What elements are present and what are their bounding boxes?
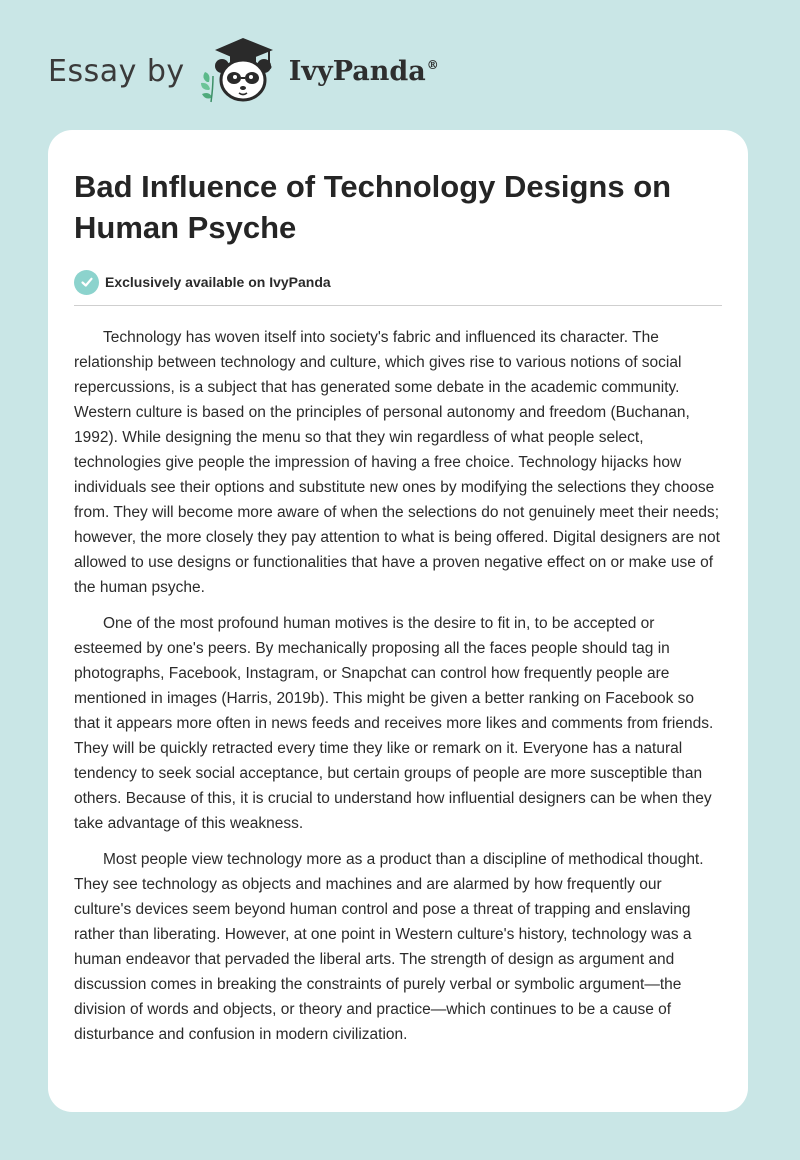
paragraph-1: Technology has woven itself into society's fabric and influenced its character. The relationship between technology and culture, which gives rise to various notions of social repercussions, is a subject that has generated some debate in the academic community. Western culture is based on the principles of personal autonomy and freedom (Buchanan, 1992). While designing the menu so that they win regardless of what people select, technologies give people the impression of having a free choice. Technology hijacks how individuals see their options and substitute new ones by modifying the selections they choose from. They will become more aware of when the selections do not genuinely meet their needs; however, the more closely they pay attention to what is being offered. Digital designers are not allowed to use designs or functionalities that have a proven negative effect on or make use of the human psyche. <box>74 329 720 596</box>
site-header <box>48 36 439 106</box>
exclusive-badge-label: Exclusively available on IvyPanda <box>105 274 331 290</box>
exclusive-badge <box>74 269 722 295</box>
essay-body <box>74 325 722 1047</box>
essay-card <box>48 130 748 1112</box>
trademark: ® <box>426 57 439 72</box>
checkmark-icon <box>74 270 99 295</box>
brand-name[interactable] <box>289 56 439 87</box>
brand-name-text[interactable]: IvyPanda <box>288 55 426 87</box>
panda-graduate-icon[interactable] <box>195 36 285 106</box>
paragraph-2: One of the most profound human motives is the desire to fit in, to be accepted or esteemed by one's peers. By mechanically proposing all the faces people should tag in photographs, Facebook, Instagram, or Snapchat can control how frequently people are mentioned in images (Harris, 2019b). This might be given a better ranking on Facebook so that it appears more often in news feeds and receives more likes and comments from friends. They will be quickly retracted every time they like or remark on it. Everyone has a natural tendency to seek social acceptance, but certain groups of people are more susceptible than others. Because of this, it is crucial to understand how influential designers can be when they take advantage of this weakness. <box>74 615 714 832</box>
essay-title: Bad Influence of Technology Designs on Human Psyche <box>74 169 672 245</box>
paragraph-3: Most people view technology more as a product than a discipline of methodical thought. They see technology as objects and machines and are alarmed by how frequently our culture's devices seem beyond human control and pose a threat of trapping and enslaving rather than liberating. However, at one point in Western culture's history, technology was a human endeavor that pervaded the liberal arts. The strength of design as argument and discussion comes in breaking the constraints of purely verbal or symbolic argument—the division of words and objects, or theory and practice—which continues to be a cause of disturbance and confusion in modern civilization. <box>74 851 704 1043</box>
brand-prefix: Essay by <box>48 53 185 89</box>
divider <box>74 305 722 306</box>
